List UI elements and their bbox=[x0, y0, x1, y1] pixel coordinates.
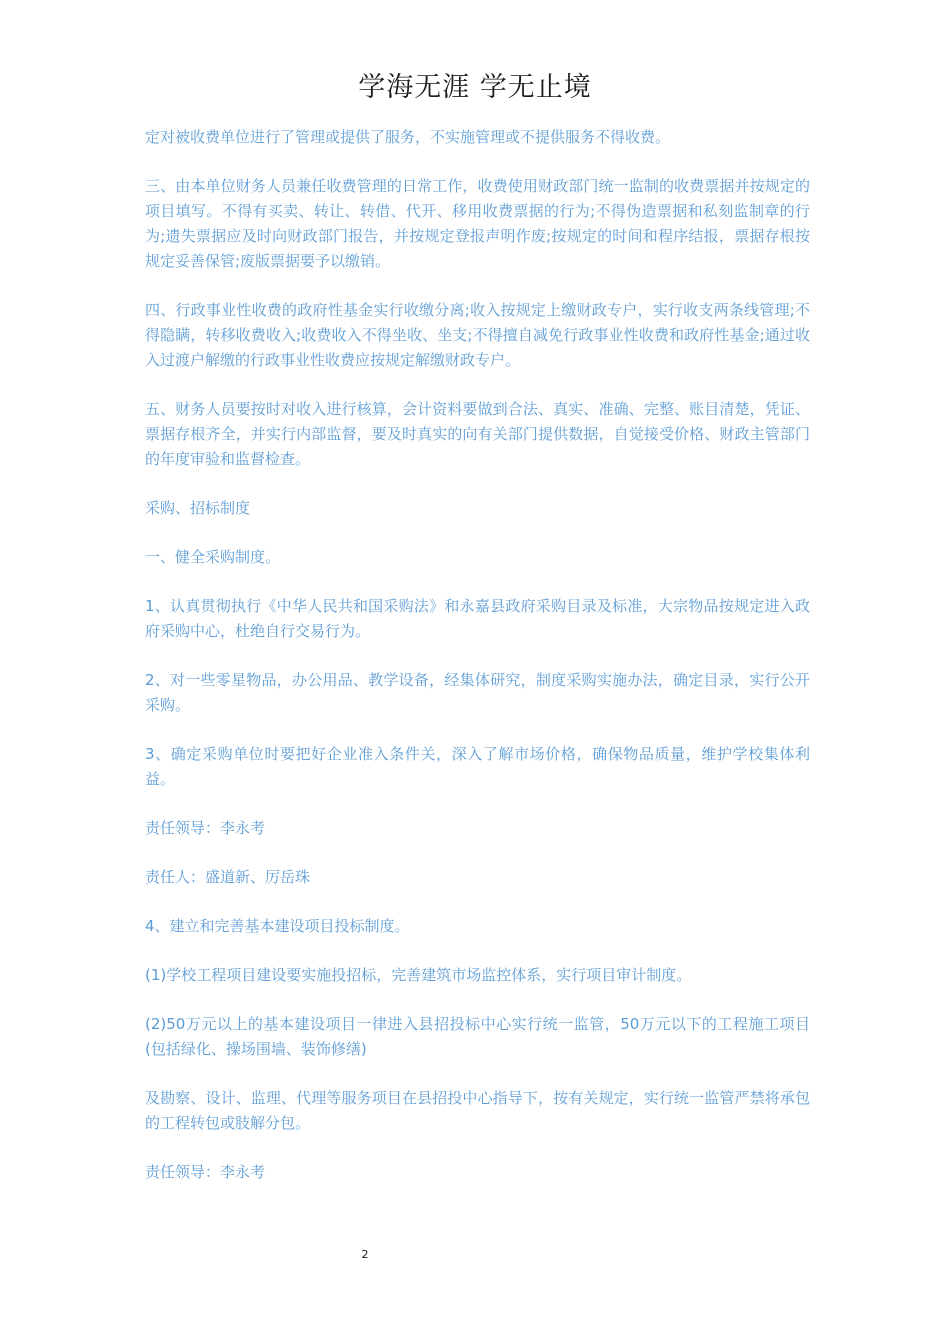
paragraph-bidding-services: 及勘察、设计、监理、代理等服务项目在县招投中心指导下，按有关规定，实行统一监管严禁将承包的工程转包或肢解分包。 bbox=[145, 1089, 810, 1132]
paragraph-bidding-1: (1)学校工程项目建设要实施投招标，完善建筑市场监控体系，实行项目审计制度。 bbox=[145, 966, 692, 984]
paragraph-section-5-accounting: 五、财务人员要按时对收入进行核算，会计资料要做到合法、真实、准确、完整、账目清楚，凭证、票据存根齐全，并实行内部监督，要及时真实的向有关部门提供数据，自觉接受价格、财政主管部门的年度审验和监督检查。 bbox=[145, 400, 810, 468]
page-number: 2 bbox=[361, 1248, 369, 1261]
responsible-leader-1: 责任领导：李永考 bbox=[145, 819, 266, 837]
paragraph-section-4-fee-separation: 四、行政事业性收费的政府性基金实行收缴分离;收入按规定上缴财政专户，实行收支两条线管理;不得隐瞒，转移收费收入;收费收入不得坐收、坐支;不得擅自减免行政事业性收费和政府性基金;通过收入过渡户解缴的行政事业性收费应按规定解缴财政专户。 bbox=[145, 301, 810, 369]
page-header-title: 学海无涯 学无止境 bbox=[358, 72, 592, 103]
section-heading-procurement: 采购、招标制度 bbox=[145, 499, 251, 517]
responsible-leader-2: 责任领导：李永考 bbox=[145, 1163, 266, 1181]
paragraph-section-3-fee-bills: 三、由本单位财务人员兼任收费管理的日常工作，收费使用财政部门统一监制的收费票据并按规定的项目填写。不得有买卖、转让、转借、代开、移用收费票据的行为;不得伪造票据和私刻监制章的行为;遗失票据应及时向财政部门报告，并按规定登报声明作废;按规定的时间和程序结报，票据存根按规定妥善保管;废版票据要予以缴销。 bbox=[145, 177, 810, 270]
paragraph-procurement-item-4: 4、建立和完善基本建设项目投标制度。 bbox=[145, 917, 410, 935]
paragraph-procurement-item-1: 1、认真贯彻执行《中华人民共和国采购法》和永嘉县政府采购目录及标准，大宗物品按规定进入政府采购中心，杜绝自行交易行为。 bbox=[145, 597, 810, 640]
responsible-persons: 责任人：盛道新、厉岳珠 bbox=[145, 868, 311, 886]
paragraph-procurement-item-2: 2、对一些零星物品，办公用品、教学设备，经集体研究，制度采购实施办法，确定目录，实行公开采购。 bbox=[145, 671, 810, 714]
document-body bbox=[145, 125, 810, 1209]
paragraph-procurement-1: 一、健全采购制度。 bbox=[145, 548, 281, 566]
paragraph-bidding-2: (2)50万元以上的基本建设项目一律进入县招投标中心实行统一监管，50万元以下的工程施工项目(包括绿化、操场围墙、装饰修缮) bbox=[145, 1015, 810, 1058]
paragraph-fee-service: 定对被收费单位进行了管理或提供了服务，不实施管理或不提供服务不得收费。 bbox=[145, 128, 671, 146]
paragraph-procurement-item-3: 3、确定采购单位时要把好企业准入条件关，深入了解市场价格，确保物品质量，维护学校集体利益。 bbox=[145, 745, 810, 788]
